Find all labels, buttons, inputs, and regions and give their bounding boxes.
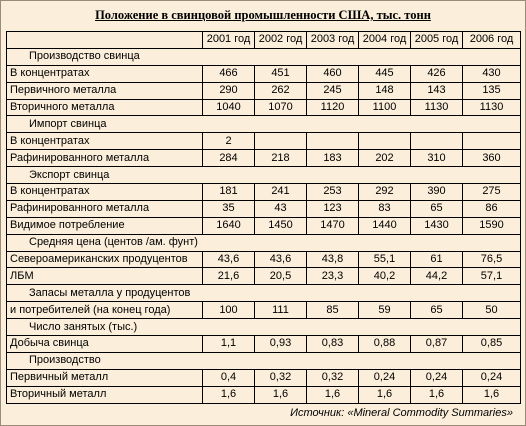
- table-row: [7, 268, 521, 285]
- year-header: 2005 год: [411, 32, 463, 49]
- table-row: [7, 217, 521, 234]
- row-label: Добыча свинца: [7, 336, 203, 353]
- value-cell: 181: [203, 184, 255, 201]
- value-cell: 55,1: [359, 251, 411, 268]
- value-cell: 57,1: [463, 268, 521, 285]
- table-row: [7, 200, 521, 217]
- value-cell: 451: [255, 65, 307, 82]
- value-cell: 0,93: [255, 336, 307, 353]
- value-cell: 111: [255, 302, 307, 319]
- row-label: Рафинированного металла: [7, 150, 203, 167]
- row-label: ЛБМ: [7, 268, 203, 285]
- value-cell: 0,24: [359, 369, 411, 386]
- table-row: [7, 302, 521, 319]
- section-label: Производство: [7, 352, 521, 369]
- value-cell: 1,6: [463, 386, 521, 403]
- value-cell: 1440: [359, 217, 411, 234]
- row-label: Североамериканских продуцентов: [7, 251, 203, 268]
- row-label: В концентратах: [7, 184, 203, 201]
- value-cell: 284: [203, 150, 255, 167]
- value-cell: 1120: [307, 99, 359, 116]
- table-row: [7, 82, 521, 99]
- row-label: В концентратах: [7, 133, 203, 150]
- row-label: Рафинированного металла: [7, 200, 203, 217]
- row-label: Первичного металла: [7, 82, 203, 99]
- year-header: 2003 год: [307, 32, 359, 49]
- value-cell: 0,88: [359, 336, 411, 353]
- value-cell: 143: [411, 82, 463, 99]
- value-cell: 183: [307, 150, 359, 167]
- value-cell: 23,3: [307, 268, 359, 285]
- year-header: 2002 год: [255, 32, 307, 49]
- value-cell: [463, 133, 521, 150]
- section-label: Производство свинца: [7, 48, 521, 65]
- value-cell: 43,6: [255, 251, 307, 268]
- table-row: [7, 369, 521, 386]
- table-row: [7, 65, 521, 82]
- value-cell: 65: [411, 302, 463, 319]
- value-cell: 50: [463, 302, 521, 319]
- value-cell: 253: [307, 184, 359, 201]
- value-cell: 262: [255, 82, 307, 99]
- year-header: 2004 год: [359, 32, 411, 49]
- row-label: Вторичного металла: [7, 99, 203, 116]
- section-label: Средняя цена (центов /ам. фунт): [7, 234, 521, 251]
- value-cell: 426: [411, 65, 463, 82]
- value-cell: 1,1: [203, 336, 255, 353]
- value-cell: 0,83: [307, 336, 359, 353]
- value-cell: 43,6: [203, 251, 255, 268]
- section-row: [7, 352, 521, 369]
- value-cell: 44,2: [411, 268, 463, 285]
- value-cell: 35: [203, 200, 255, 217]
- value-cell: 466: [203, 65, 255, 82]
- value-cell: 40,2: [359, 268, 411, 285]
- value-cell: [255, 133, 307, 150]
- value-cell: [411, 133, 463, 150]
- table-row: [7, 150, 521, 167]
- value-cell: 460: [307, 65, 359, 82]
- section-label: Экспорт свинца: [7, 167, 521, 184]
- table-title: Положение в свинцовой промышленности США, тыс. тонн: [95, 8, 431, 22]
- section-label: Число занятых (тыс.): [7, 319, 521, 336]
- value-cell: 123: [307, 200, 359, 217]
- value-cell: 0,32: [307, 369, 359, 386]
- value-cell: 390: [411, 184, 463, 201]
- source-note: Источник: «Mineral Commodity Summaries»: [290, 407, 513, 419]
- row-label: Вторичный металл: [7, 386, 203, 403]
- year-header: 2006 год: [463, 32, 521, 49]
- value-cell: 61: [411, 251, 463, 268]
- value-cell: 1070: [255, 99, 307, 116]
- table-row: [7, 336, 521, 353]
- value-cell: 76,5: [463, 251, 521, 268]
- value-cell: 0,85: [463, 336, 521, 353]
- value-cell: 1430: [411, 217, 463, 234]
- section-row: [7, 167, 521, 184]
- row-label: и потребителей (на конец года): [7, 302, 203, 319]
- value-cell: 241: [255, 184, 307, 201]
- value-cell: 1130: [463, 99, 521, 116]
- table-row: [7, 386, 521, 403]
- value-cell: 83: [359, 200, 411, 217]
- value-cell: 135: [463, 82, 521, 99]
- value-cell: 1450: [255, 217, 307, 234]
- value-cell: 202: [359, 150, 411, 167]
- value-cell: 85: [307, 302, 359, 319]
- value-cell: 0,87: [411, 336, 463, 353]
- value-cell: 1,6: [411, 386, 463, 403]
- value-cell: 21,6: [203, 268, 255, 285]
- value-cell: 1640: [203, 217, 255, 234]
- section-row: [7, 234, 521, 251]
- value-cell: 100: [203, 302, 255, 319]
- value-cell: 59: [359, 302, 411, 319]
- row-label: Первичный металл: [7, 369, 203, 386]
- value-cell: 360: [463, 150, 521, 167]
- header-empty-cell: [7, 32, 203, 49]
- table-row: [7, 133, 521, 150]
- value-cell: 86: [463, 200, 521, 217]
- value-cell: 1130: [411, 99, 463, 116]
- value-cell: 275: [463, 184, 521, 201]
- value-cell: 1040: [203, 99, 255, 116]
- value-cell: 290: [203, 82, 255, 99]
- section-row: [7, 48, 521, 65]
- value-cell: 1,6: [307, 386, 359, 403]
- value-cell: 310: [411, 150, 463, 167]
- value-cell: 1590: [463, 217, 521, 234]
- value-cell: 2: [203, 133, 255, 150]
- table-row: [7, 251, 521, 268]
- value-cell: 0,4: [203, 369, 255, 386]
- value-cell: 430: [463, 65, 521, 82]
- value-cell: 0,24: [411, 369, 463, 386]
- table-row: [7, 99, 521, 116]
- value-cell: 43: [255, 200, 307, 217]
- value-cell: 65: [411, 200, 463, 217]
- value-cell: 0,24: [463, 369, 521, 386]
- lead-statistics-table: [6, 31, 521, 404]
- section-row: [7, 116, 521, 133]
- value-cell: 43,8: [307, 251, 359, 268]
- section-label: Запасы металла у продуцентов: [7, 285, 521, 302]
- value-cell: 1100: [359, 99, 411, 116]
- value-cell: 245: [307, 82, 359, 99]
- value-cell: 0,32: [255, 369, 307, 386]
- value-cell: 218: [255, 150, 307, 167]
- row-label: В концентратах: [7, 65, 203, 82]
- section-row: [7, 319, 521, 336]
- value-cell: 445: [359, 65, 411, 82]
- value-cell: 148: [359, 82, 411, 99]
- table-body: [7, 32, 521, 404]
- value-cell: 1,6: [255, 386, 307, 403]
- value-cell: [359, 133, 411, 150]
- row-label: Видимое потребление: [7, 217, 203, 234]
- value-cell: 1470: [307, 217, 359, 234]
- header-row: [7, 32, 521, 49]
- section-label: Импорт свинца: [7, 116, 521, 133]
- value-cell: 20,5: [255, 268, 307, 285]
- value-cell: [307, 133, 359, 150]
- value-cell: 1,6: [359, 386, 411, 403]
- year-header: 2001 год: [203, 32, 255, 49]
- value-cell: 1,6: [203, 386, 255, 403]
- table-row: [7, 184, 521, 201]
- section-row: [7, 285, 521, 302]
- value-cell: 292: [359, 184, 411, 201]
